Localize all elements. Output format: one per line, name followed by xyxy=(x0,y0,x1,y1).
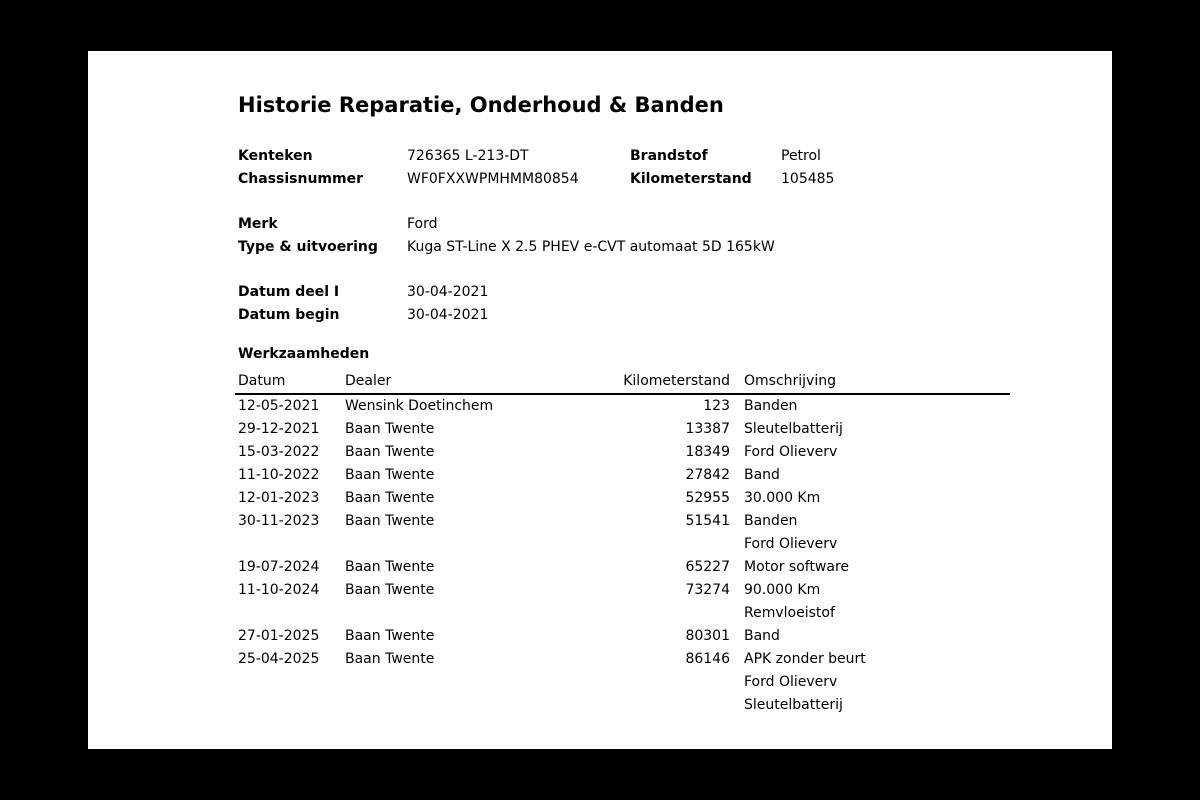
cell-dealer xyxy=(342,602,568,625)
cell-dealer: Baan Twente xyxy=(345,582,435,598)
cell-km: 86146 xyxy=(685,651,730,667)
datum-deel-label: Datum deel I xyxy=(238,284,340,300)
header-dealer: Dealer xyxy=(342,370,568,394)
cell-km: 73274 xyxy=(685,582,730,598)
cell-datum: 11-10-2022 xyxy=(238,467,320,483)
cell-dealer: Baan Twente xyxy=(345,651,435,667)
cell-dealer: Baan Twente xyxy=(345,421,435,437)
table-row xyxy=(235,487,1010,510)
cell-dealer xyxy=(342,694,568,717)
cell-dealer: Baan Twente xyxy=(345,559,435,575)
datum-deel-value: 30-04-2021 xyxy=(407,284,489,300)
cell-datum: 12-05-2021 xyxy=(238,398,320,414)
cell-dealer: Baan Twente xyxy=(345,628,435,644)
table-row xyxy=(235,694,1010,717)
cell-omschrijving: 30.000 Km xyxy=(744,490,821,506)
cell-km: 18349 xyxy=(685,444,730,460)
cell-datum: 25-04-2025 xyxy=(238,651,320,667)
cell-datum: 15-03-2022 xyxy=(238,444,320,460)
work-table xyxy=(235,370,1010,717)
work-table-header xyxy=(235,370,1010,394)
cell-omschrijving: 90.000 Km xyxy=(744,582,821,598)
cell-km: 52955 xyxy=(685,490,730,506)
cell-km: 51541 xyxy=(685,513,730,529)
table-row xyxy=(235,579,1010,602)
cell-datum: 29-12-2021 xyxy=(238,421,320,437)
cell-dealer: Baan Twente xyxy=(345,467,435,483)
cell-dealer: Baan Twente xyxy=(345,444,435,460)
cell-datum: 11-10-2024 xyxy=(238,582,320,598)
table-row xyxy=(235,625,1010,648)
cell-omschrijving: Sleutelbatterij xyxy=(744,421,843,437)
kilometerstand-label: Kilometerstand xyxy=(630,171,752,187)
datum-begin-value: 30-04-2021 xyxy=(407,307,489,323)
cell-datum: 30-11-2023 xyxy=(238,513,320,529)
cell-omschrijving: Ford Olieverv xyxy=(744,536,838,552)
merk-label: Merk xyxy=(238,216,278,232)
cell-datum: 12-01-2023 xyxy=(238,490,320,506)
cell-datum xyxy=(235,671,342,694)
table-row xyxy=(235,556,1010,579)
cell-km: 80301 xyxy=(685,628,730,644)
header-omschrijving: Omschrijving xyxy=(741,370,1010,394)
chassis-label: Chassisnummer xyxy=(238,171,363,187)
table-row xyxy=(235,464,1010,487)
cell-dealer xyxy=(342,533,568,556)
table-row xyxy=(235,533,1010,556)
table-row xyxy=(235,671,1010,694)
table-row xyxy=(235,418,1010,441)
cell-omschrijving: Sleutelbatterij xyxy=(744,697,843,713)
brandstof-label: Brandstof xyxy=(630,148,708,164)
kenteken-label: Kenteken xyxy=(238,148,313,164)
cell-km xyxy=(568,694,741,717)
cell-datum xyxy=(235,694,342,717)
merk-value: Ford xyxy=(407,216,438,232)
cell-omschrijving: Motor software xyxy=(744,559,850,575)
cell-datum xyxy=(235,602,342,625)
cell-km: 13387 xyxy=(685,421,730,437)
table-row xyxy=(235,441,1010,464)
page-title: Historie Reparatie, Onderhoud & Banden xyxy=(238,93,724,117)
cell-km xyxy=(568,602,741,625)
table-row xyxy=(235,394,1010,418)
cell-datum: 19-07-2024 xyxy=(238,559,320,575)
work-section-title: Werkzaamheden xyxy=(238,346,370,362)
type-value: Kuga ST-Line X 2.5 PHEV e-CVT automaat 5D 165kW xyxy=(407,239,775,255)
cell-dealer: Baan Twente xyxy=(345,513,435,529)
cell-km: 123 xyxy=(703,398,730,414)
cell-km xyxy=(568,671,741,694)
document-page xyxy=(88,51,1112,749)
cell-datum xyxy=(235,533,342,556)
cell-omschrijving: Band xyxy=(744,628,780,644)
cell-omschrijving: Ford Olieverv xyxy=(744,444,838,460)
cell-km: 27842 xyxy=(685,467,730,483)
header-kilometerstand: Kilometerstand xyxy=(568,370,741,394)
table-row xyxy=(235,602,1010,625)
cell-datum: 27-01-2025 xyxy=(238,628,320,644)
cell-omschrijving: Banden xyxy=(744,513,798,529)
cell-omschrijving: APK zonder beurt xyxy=(744,651,866,667)
chassis-value: WF0FXXWPMHMM80854 xyxy=(407,171,579,187)
brandstof-value: Petrol xyxy=(781,148,821,164)
type-label: Type & uitvoering xyxy=(238,239,378,255)
kilometerstand-value: 105485 xyxy=(781,171,835,187)
cell-km xyxy=(568,533,741,556)
header-datum: Datum xyxy=(235,370,342,394)
datum-begin-label: Datum begin xyxy=(238,307,340,323)
cell-dealer xyxy=(342,671,568,694)
cell-omschrijving: Remvloeistof xyxy=(744,605,835,621)
kenteken-value: 726365 L-213-DT xyxy=(407,148,529,164)
cell-km: 65227 xyxy=(685,559,730,575)
cell-dealer: Wensink Doetinchem xyxy=(345,398,494,414)
table-row xyxy=(235,510,1010,533)
cell-omschrijving: Band xyxy=(744,467,780,483)
cell-omschrijving: Banden xyxy=(744,398,798,414)
cell-omschrijving: Ford Olieverv xyxy=(744,674,838,690)
table-row xyxy=(235,648,1010,671)
cell-dealer: Baan Twente xyxy=(345,490,435,506)
